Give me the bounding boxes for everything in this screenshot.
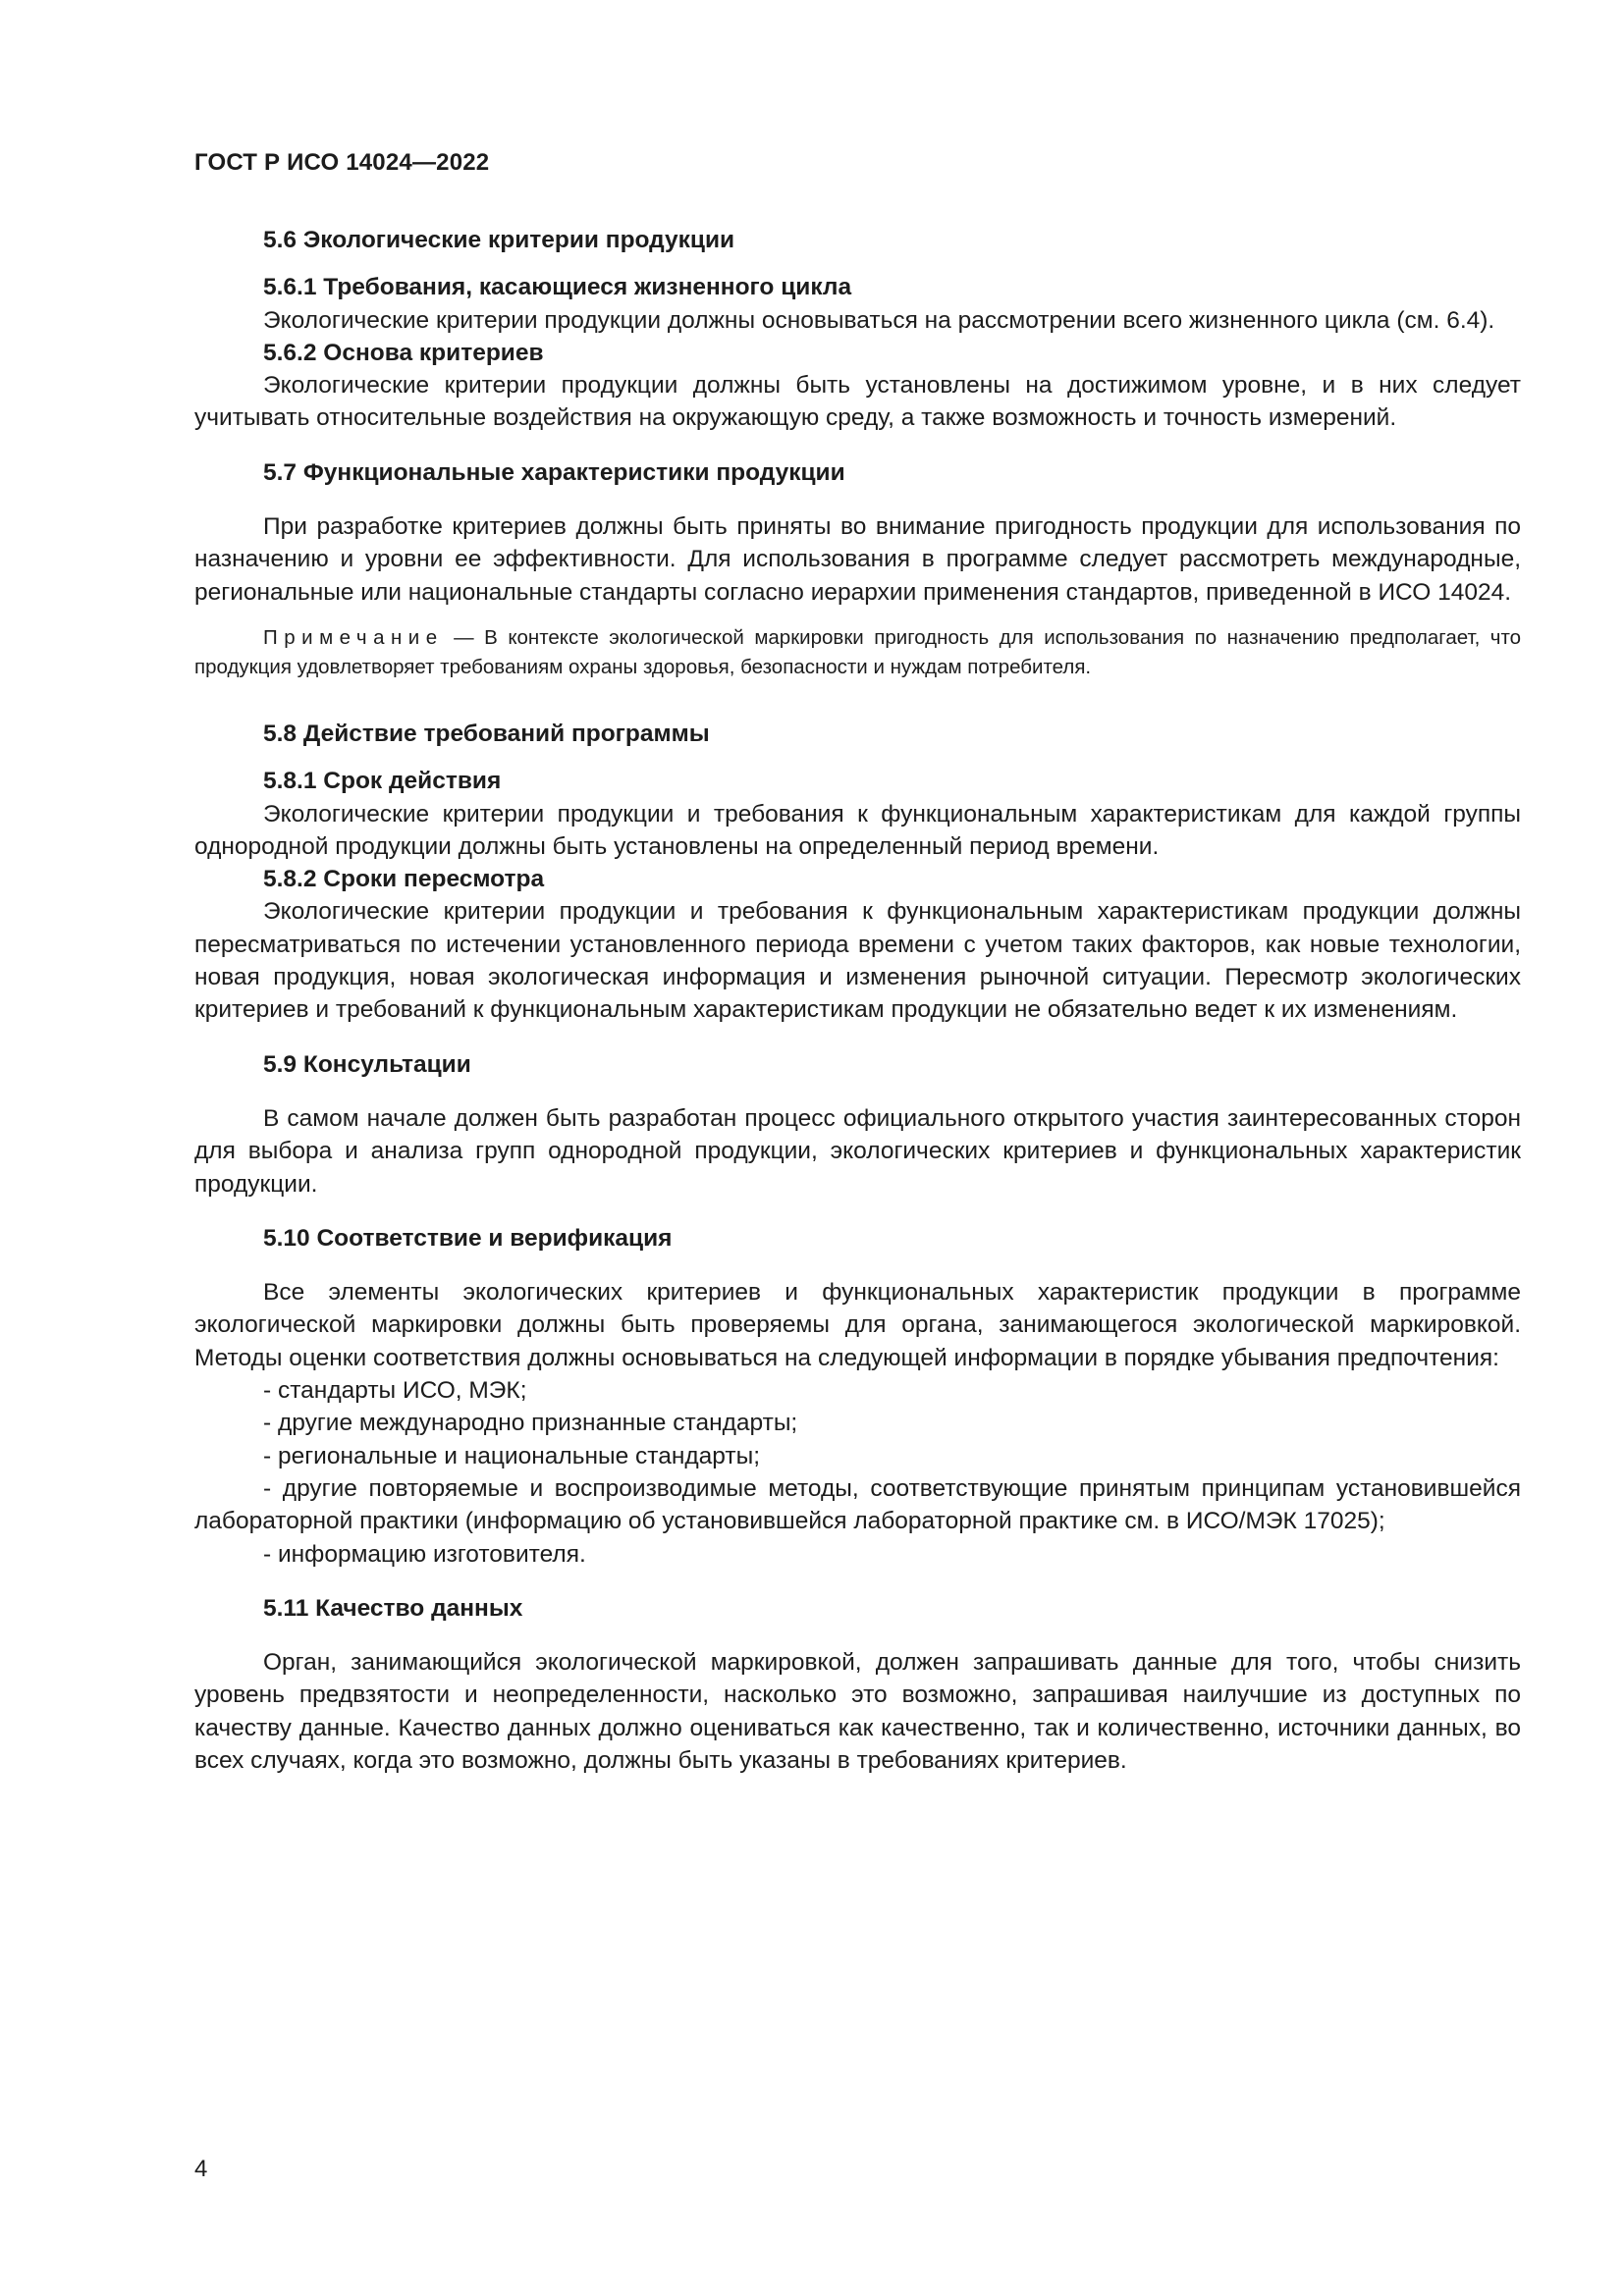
document-header: ГОСТ Р ИСО 14024—2022 (194, 149, 490, 176)
section-5-8-title: 5.8 Действие требований программы (263, 720, 710, 747)
list-item: - другие международно признанные стандарты; (263, 1410, 798, 1437)
section-5-9-title: 5.9 Консультации (263, 1050, 471, 1078)
section-5-8-2-title: 5.8.2 Сроки пересмотра (263, 866, 545, 893)
section-5-11-title: 5.11 Качество данных (263, 1594, 523, 1622)
section-5-6-1-text: Экологические критерии продукции должны основываться на рассмотрении всего жизненного цикла (см. 6.4). (263, 306, 1495, 334)
section-5-8-1-title: 5.8.1 Срок действия (263, 768, 502, 795)
section-5-6-title: 5.6 Экологические критерии продукции (263, 227, 735, 253)
page-number: 4 (194, 2156, 208, 2182)
section-5-8-2-text: Экологические критерии продукции и требования к функциональным характеристикам продукции должны пересматриваться по истечении установленного периода времени с учетом таких факторов, как новые технологии, новая продукция, новая экологическая информация и изменения рыночной ситуации. Пересмотр экологических критериев и требований к функциональным характеристикам продукции не обязательно ведет к их изменениям. (194, 898, 1521, 1024)
note-text: — В контексте экологической маркировки пригодность для использования по назначению предполагает, что продукция удовлетворяет требованиям охраны здоровья, безопасности и нуждам потребителя. (194, 625, 1521, 678)
section-5-8-1-text: Экологические критерии продукции и требования к функциональным характеристикам для каждой группы однородной продукции должны быть установлены на определенный период времени. (194, 800, 1521, 860)
section-5-6-1-title: 5.6.1 Требования, касающиеся жизненного цикла (263, 274, 852, 301)
document-page (194, 0, 1521, 2296)
section-5-11-text: Орган, занимающийся экологической маркировкой, должен запрашивать данные для того, чтобы снизить уровень предвзятости и неопределенности, насколько это возможно, запрашивая наилучшие из доступных по качеству данные. Качество данных должно оцениваться как качественно, так и количественно, источники данных, во всех случаях, когда это возможно, должны быть указаны в требованиях критериев. (194, 1649, 1521, 1774)
section-5-9-text: В самом начале должен быть разработан процесс официального открытого участия заинтересованных сторон для выбора и анализа групп однородной продукции, экологических критериев и функциональных характеристик продукции. (194, 1104, 1521, 1198)
note-label: Примечание (263, 625, 444, 649)
section-5-10-title: 5.10 Соответствие и верификация (263, 1224, 673, 1252)
section-5-6-2-text: Экологические критерии продукции должны быть установлены на достижимом уровне, и в них следует учитывать относительные воздействия на окружающую среду, а также возможность и точность измерений. (194, 372, 1521, 432)
list-item: - стандарты ИСО, МЭК; (263, 1377, 527, 1405)
list-item: - информацию изготовителя. (263, 1540, 586, 1568)
list-item: - другие повторяемые и воспроизводимые методы, соответствующие принятым принципам установившейся лабораторной практики (информацию об установившейся лабораторной практике см. в ИСО/МЭК 17025); (194, 1474, 1521, 1535)
document-body (194, 224, 1521, 1777)
section-5-7-title: 5.7 Функциональные характеристики продукции (263, 458, 845, 486)
section-5-7-note (194, 623, 1521, 682)
section-5-6-2-title: 5.6.2 Основа критериев (263, 339, 544, 366)
section-5-7-text: При разработке критериев должны быть приняты во внимание пригодность продукции для использования по назначению и уровни ее эффективности. Для использования в программе следует рассмотреть международные, региональные или национальные стандарты согласно иерархии применения стандартов, приведенной в ИСО 14024. (194, 513, 1521, 606)
section-5-10-text: Все элементы экологических критериев и функциональных характеристик продукции в программе экологической маркировки должны быть проверяемы для органа, занимающегося экологической маркировкой. Методы оценки соответствия должны основываться на следующей информации в порядке убывания предпочтения: (194, 1279, 1521, 1371)
list-item: - региональные и национальные стандарты; (263, 1442, 761, 1469)
